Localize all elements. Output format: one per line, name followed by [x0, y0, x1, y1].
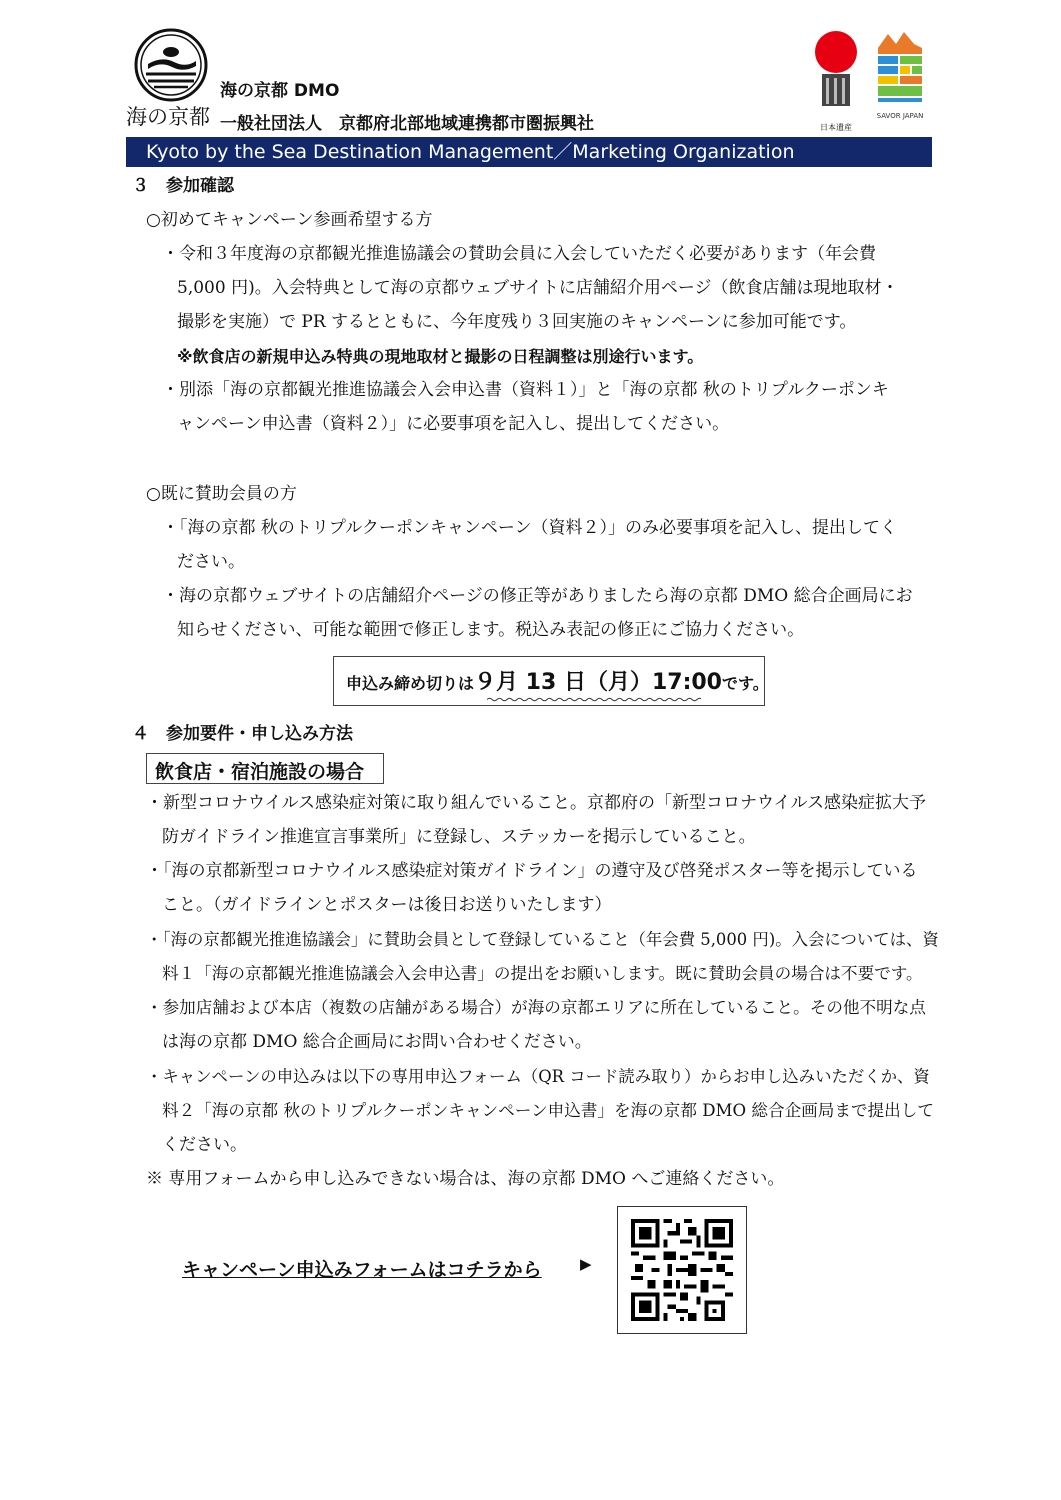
facility-label: 飲食店・宿泊施設の場合	[155, 761, 365, 783]
requirement-line: ください。	[162, 1135, 247, 1155]
first-time-line: ・令和３年度海の京都観光推進協議会の賛助会員に入会していただく必要があります（年会費	[162, 244, 876, 264]
requirement-line: こと。（ガイドラインとポスターは後日お送りいたします）	[162, 895, 612, 915]
requirement-line: 料２「海の京都 秋のトリプルクーポンキャンペーン申込書」を海の京都 DMO 総合企画局まで提出して	[162, 1101, 934, 1120]
existing-line: ・「海の京都 秋のトリプルクーポンキャンペーン（資料２）」のみ必要事項を記入し、提出してく	[162, 518, 898, 538]
deadline-text	[346, 665, 769, 696]
japan-heritage-logo-icon	[810, 30, 862, 138]
arrow-right-icon: ▶	[580, 1255, 592, 1273]
first-time-line: ャンペーン申込書（資料２）」に必要事項を記入し、提出してください。	[177, 414, 730, 434]
deadline-suffix: です。	[721, 674, 769, 693]
qr-code-icon[interactable]	[631, 1219, 733, 1321]
section3-heading: ３ 参加確認	[132, 176, 234, 196]
first-time-line: 5,000 円)。入会特典として海の京都ウェブサイトに店舗紹介用ページ（飲食店舗は現地取材・	[177, 278, 899, 298]
first-time-line: ・別添「海の京都観光推進協議会入会申込書（資料１）」と「海の京都 秋のトリプルクーポンキ	[162, 380, 889, 400]
requirement-line: は海の京都 DMO 総合企画局にお問い合わせください。	[162, 1032, 592, 1052]
form-note: ※ 専用フォームから申し込みできない場合は、海の京都 DMO へご連絡ください。	[146, 1169, 785, 1189]
existing-line: ださい。	[177, 552, 245, 572]
application-form-link[interactable]: キャンペーン申込みフォームはコチラから	[182, 1259, 542, 1281]
requirement-line: ・「海の京都新型コロナウイルス感染症対策ガイドライン」の遵守及び啓発ポスター等を掲示している	[146, 861, 918, 881]
requirement-line: ・「海の京都観光推進協議会」に賛助会員として登録していること（年会費 5,000 円)。入会については、資	[146, 930, 939, 949]
deadline-wavy-underline	[487, 697, 701, 702]
dmo-logo-script: 海の京都	[126, 105, 210, 129]
org-short-name: 海の京都 DMO	[220, 81, 340, 101]
requirement-line: 料１「海の京都観光推進協議会入会申込書」の提出をお願いします。既に賛助会員の場合は不要です。	[162, 964, 923, 983]
first-time-note: ※飲食店の新規申込み特典の現地取材と撮影の日程調整は別途行います。	[177, 347, 704, 366]
english-banner: Kyoto by the Sea Destination Management／Marketing Organization	[126, 137, 932, 167]
dmo-logo-icon	[134, 28, 208, 102]
existing-line: ・海の京都ウェブサイトの店舗紹介ページの修正等がありましたら海の京都 DMO 総合企画局にお	[162, 586, 913, 606]
requirement-line: 防ガイドライン推進宣言事業所」に登録し、ステッカーを掲示していること。	[162, 827, 756, 847]
savor-japan-logo-icon	[870, 30, 930, 138]
savor-japan-caption: SAVOR JAPAN	[876, 112, 924, 120]
org-full-name: 一般社団法人 京都府北部地域連携都市圏振興社	[220, 114, 594, 134]
existing-line: 知らせください、可能な範囲で修正します。税込み表記の修正にご協力ください。	[177, 620, 805, 640]
japan-heritage-caption: 日本遺産	[820, 123, 852, 132]
requirement-line: ・キャンペーンの申込みは以下の専用申込フォーム（QR コード読み取り）からお申し込みいただくか、資	[146, 1067, 930, 1086]
section4-heading: ４ 参加要件・申し込み方法	[132, 724, 353, 744]
first-time-heading: ○初めてキャンペーン参画希望する方	[146, 210, 433, 230]
first-time-line: 撮影を実施）で PR するとともに、今年度残り３回実施のキャンペーンに参加可能です。	[177, 312, 857, 332]
requirement-line: ・参加店舗および本店（複数の店舗がある場合）が海の京都エリアに所在していること。その他不明な点	[146, 998, 926, 1017]
deadline-prefix: 申込み締め切りは	[346, 674, 475, 693]
existing-heading: ○既に賛助会員の方	[146, 484, 297, 504]
requirement-line: ・新型コロナウイルス感染症対策に取り組んでいること。京都府の「新型コロナウイルス感染症拡大予	[146, 793, 926, 813]
deadline-date: ９月 13 日（月）17:00	[474, 670, 722, 695]
